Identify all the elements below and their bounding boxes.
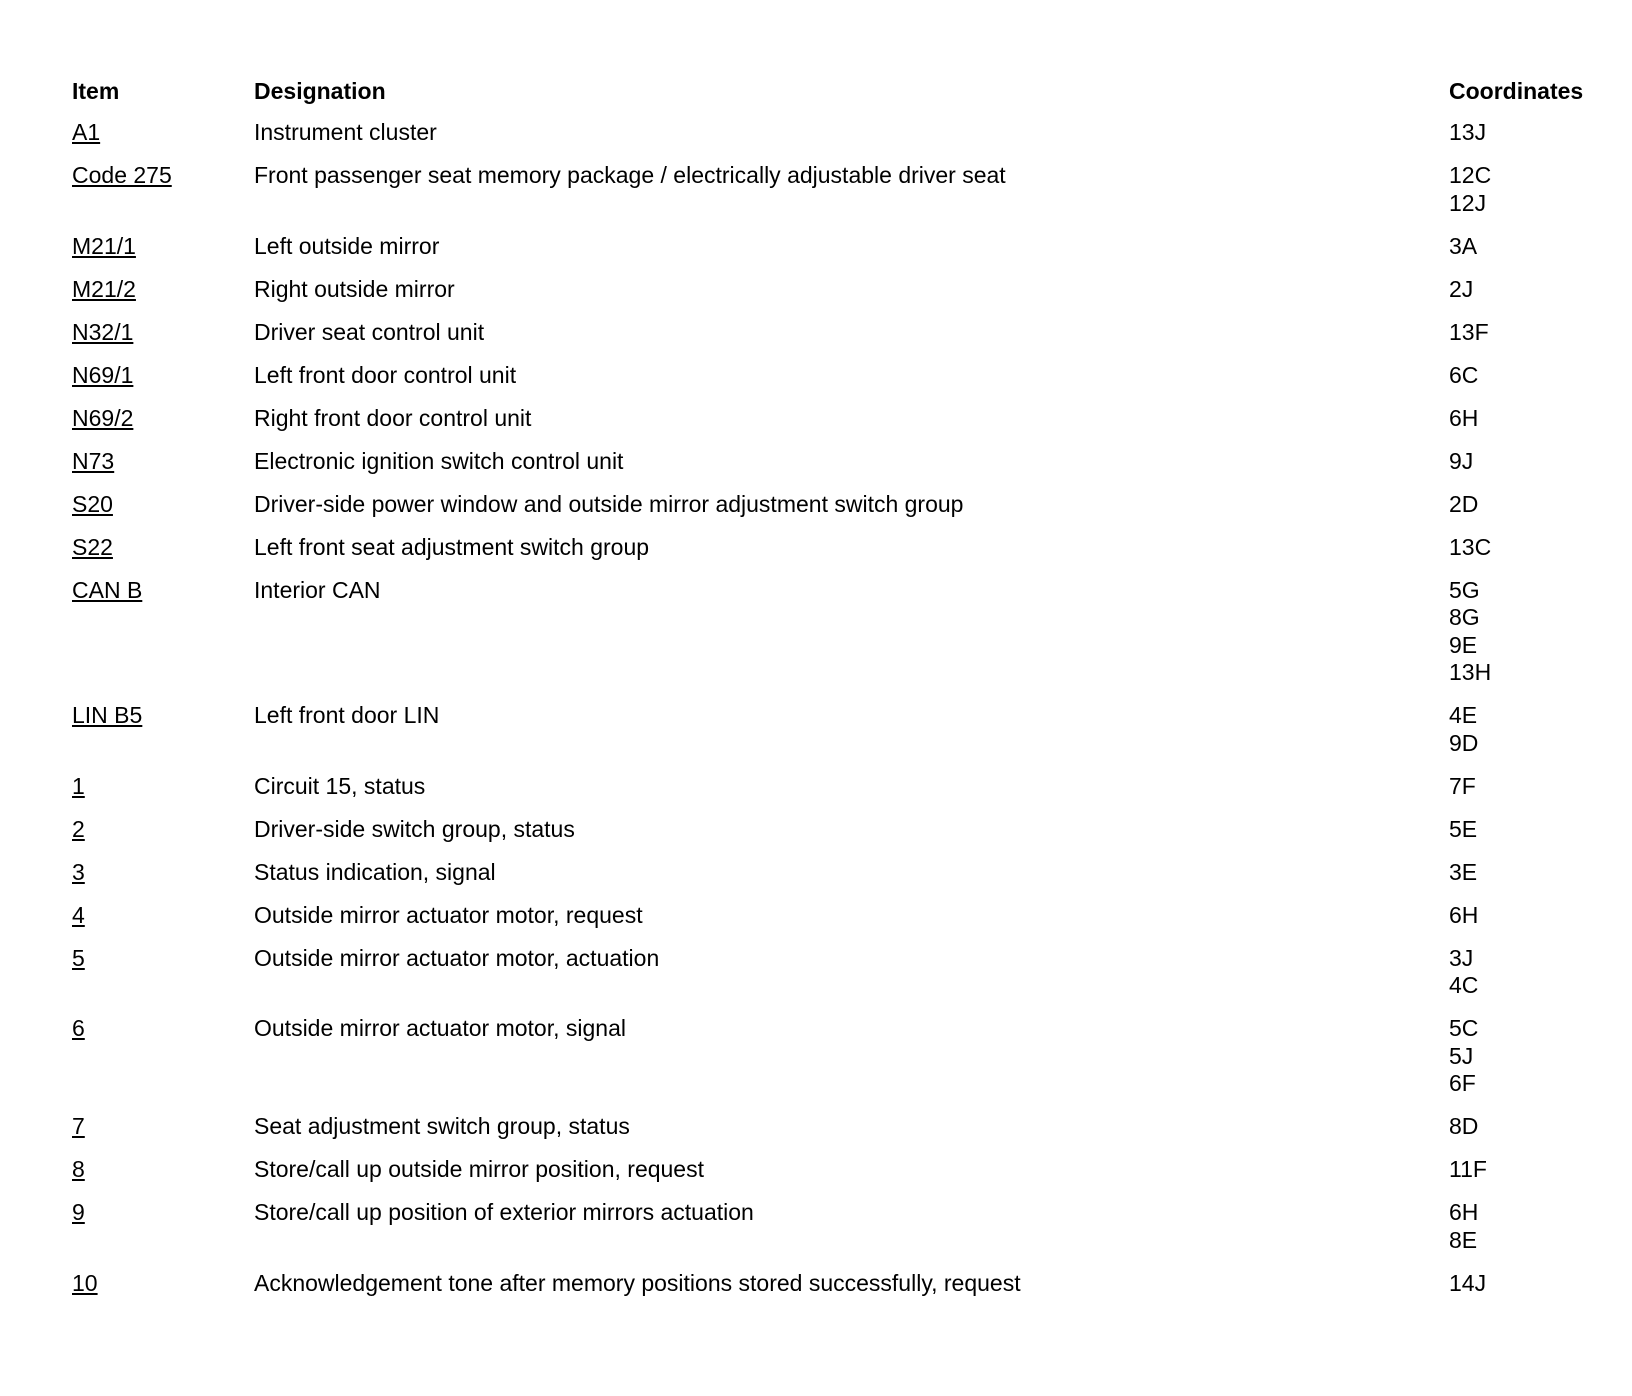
designation-cell: Electronic ignition switch control unit [254, 447, 624, 474]
coordinate-value: 4C [1449, 972, 1479, 998]
coordinate-value: 6H [1449, 404, 1479, 431]
designation-cell: Status indication, signal [254, 858, 496, 885]
table-row [72, 448, 1612, 491]
item-cell [72, 902, 254, 930]
designation-cell: Left front door control unit [254, 361, 517, 388]
table-row [72, 816, 1612, 859]
coordinate-value: 2D [1449, 490, 1479, 517]
coordinate-value: 12C [1449, 162, 1492, 188]
coordinates-column-header: Coordinates [1449, 78, 1584, 104]
table-row [72, 1270, 1612, 1313]
item-link[interactable]: N69/2 [72, 404, 134, 431]
item-cell [72, 362, 254, 390]
item-cell [72, 1113, 254, 1141]
coordinates-cell [1449, 448, 1612, 476]
item-link[interactable]: 10 [72, 1269, 98, 1296]
table-row [72, 491, 1612, 534]
item-link[interactable]: 4 [72, 901, 85, 928]
item-cell [72, 319, 254, 347]
item-cell [72, 1199, 254, 1227]
coordinate-value: 3E [1449, 858, 1478, 885]
coordinates-cell [1449, 816, 1612, 844]
coordinates-cell [1449, 405, 1612, 433]
coordinate-value: 3A [1449, 232, 1478, 259]
item-link[interactable]: CAN B [72, 576, 143, 603]
item-cell [72, 1156, 254, 1184]
coordinate-value: 6F [1449, 1070, 1476, 1096]
item-cell [72, 276, 254, 304]
item-cell [72, 162, 254, 190]
coordinate-value: 12J [1449, 189, 1487, 216]
designation-cell: Right front door control unit [254, 404, 532, 431]
designation-column-header: Designation [254, 78, 386, 104]
designation-cell: Circuit 15, status [254, 772, 426, 799]
coordinates-cell [1449, 1199, 1612, 1254]
coordinate-value: 8E [1449, 1226, 1478, 1253]
item-cell [72, 1015, 254, 1043]
table-header [72, 76, 1612, 119]
coordinates-cell [1449, 859, 1612, 887]
designation-cell: Seat adjustment switch group, status [254, 1113, 630, 1139]
item-cell [72, 491, 254, 519]
designation-cell: Right outside mirror [254, 275, 455, 302]
coordinates-cell [1449, 233, 1612, 261]
coordinates-cell [1449, 534, 1612, 562]
designation-cell: Driver-side switch group, status [254, 815, 575, 842]
coordinates-cell [1449, 319, 1612, 347]
coordinates-cell [1449, 902, 1612, 930]
item-link[interactable]: N73 [72, 447, 115, 474]
coordinates-cell [1449, 577, 1612, 687]
item-link[interactable]: A1 [72, 119, 101, 145]
item-cell [72, 1270, 254, 1298]
item-link[interactable]: S22 [72, 533, 113, 560]
item-cell [72, 859, 254, 887]
item-link[interactable]: 2 [72, 815, 85, 842]
coordinates-cell [1449, 362, 1612, 390]
table-row [72, 773, 1612, 816]
designation-cell: Interior CAN [254, 576, 381, 603]
table-row [72, 945, 1612, 1016]
table-row [72, 702, 1612, 773]
designation-cell: Store/call up outside mirror position, request [254, 1156, 704, 1182]
designation-cell: Instrument cluster [254, 119, 437, 145]
coordinate-value: 13C [1449, 533, 1492, 560]
coordinates-cell [1449, 276, 1612, 304]
item-link[interactable]: N69/1 [72, 361, 134, 388]
coordinates-cell [1449, 1015, 1612, 1098]
item-link[interactable]: N32/1 [72, 318, 134, 345]
designation-cell: Store/call up position of exterior mirrors actuation [254, 1199, 754, 1225]
coordinates-cell [1449, 1113, 1612, 1141]
table-row [72, 119, 1612, 162]
designation-cell: Outside mirror actuator motor, signal [254, 1015, 626, 1041]
coordinate-value: 6H [1449, 1199, 1479, 1225]
table-body [72, 119, 1612, 1313]
designation-cell: Driver seat control unit [254, 318, 485, 345]
designation-cell: Driver-side power window and outside mirror adjustment switch group [254, 490, 964, 517]
coordinate-value: 5J [1449, 1042, 1474, 1069]
coordinate-value: 13H [1449, 659, 1492, 685]
item-link[interactable]: LIN B5 [72, 702, 143, 728]
table-row [72, 319, 1612, 362]
item-cell [72, 119, 254, 147]
item-link[interactable]: 1 [72, 772, 85, 799]
item-link[interactable]: 8 [72, 1156, 85, 1182]
table-row [72, 233, 1612, 276]
coordinate-value: 9D [1449, 729, 1479, 756]
table-row [72, 362, 1612, 405]
coordinate-value: 9J [1449, 447, 1474, 474]
designation-cell: Acknowledgement tone after memory positions stored successfully, request [254, 1269, 1021, 1296]
coordinate-value: 14J [1449, 1269, 1487, 1296]
legend-table [72, 76, 1612, 1313]
item-cell [72, 233, 254, 261]
table-row [72, 859, 1612, 902]
coordinates-cell [1449, 945, 1612, 1000]
coordinates-cell [1449, 1156, 1612, 1184]
coordinate-value: 8D [1449, 1113, 1479, 1139]
table-row [72, 577, 1612, 703]
coordinates-cell [1449, 773, 1612, 801]
item-cell [72, 702, 254, 730]
item-link[interactable]: Code 275 [72, 162, 172, 188]
coordinates-cell [1449, 119, 1612, 147]
item-cell [72, 405, 254, 433]
coordinate-value: 5C [1449, 1015, 1479, 1041]
coordinate-value: 6H [1449, 901, 1479, 928]
coordinate-value: 5G [1449, 576, 1480, 603]
item-cell [72, 448, 254, 476]
designation-cell: Outside mirror actuator motor, request [254, 901, 643, 928]
coordinates-cell [1449, 491, 1612, 519]
coordinate-value: 2J [1449, 275, 1474, 302]
designation-cell: Left outside mirror [254, 232, 440, 259]
coordinate-value: 9E [1449, 631, 1478, 658]
table-row [72, 276, 1612, 319]
item-column-header: Item [72, 78, 120, 104]
coordinate-value: 3J [1449, 944, 1474, 971]
designation-cell: Left front seat adjustment switch group [254, 533, 650, 560]
item-link[interactable]: M21/1 [72, 232, 136, 259]
coordinate-value: 4E [1449, 702, 1478, 728]
item-cell [72, 577, 254, 605]
item-cell [72, 534, 254, 562]
table-row [72, 405, 1612, 448]
item-link[interactable]: S20 [72, 490, 113, 517]
coordinate-value: 8G [1449, 604, 1480, 630]
item-cell [72, 773, 254, 801]
table-row [72, 534, 1612, 577]
item-cell [72, 945, 254, 973]
coordinate-value: 13J [1449, 119, 1487, 145]
coordinate-value: 7F [1449, 772, 1476, 799]
item-link[interactable]: 3 [72, 858, 85, 885]
table-row [72, 1015, 1612, 1113]
coordinate-value: 6C [1449, 361, 1479, 388]
item-link[interactable]: M21/2 [72, 275, 136, 302]
coordinates-cell [1449, 702, 1612, 757]
table-row [72, 902, 1612, 945]
coordinate-value: 11F [1449, 1156, 1487, 1182]
table-row [72, 1156, 1612, 1199]
coordinates-cell [1449, 162, 1612, 217]
item-link[interactable]: 6 [72, 1015, 85, 1041]
item-link[interactable]: 7 [72, 1113, 85, 1139]
table-row [72, 1113, 1612, 1156]
coordinates-cell [1449, 1270, 1612, 1298]
designation-cell: Left front door LIN [254, 702, 440, 728]
item-cell [72, 816, 254, 844]
coordinate-value: 5E [1449, 815, 1478, 842]
coordinate-value: 13F [1449, 318, 1489, 345]
designation-cell: Front passenger seat memory package / electrically adjustable driver seat [254, 162, 1006, 188]
table-row [72, 162, 1612, 233]
designation-cell: Outside mirror actuator motor, actuation [254, 944, 660, 971]
item-link[interactable]: 5 [72, 944, 85, 971]
table-row [72, 1199, 1612, 1270]
item-link[interactable]: 9 [72, 1199, 85, 1225]
